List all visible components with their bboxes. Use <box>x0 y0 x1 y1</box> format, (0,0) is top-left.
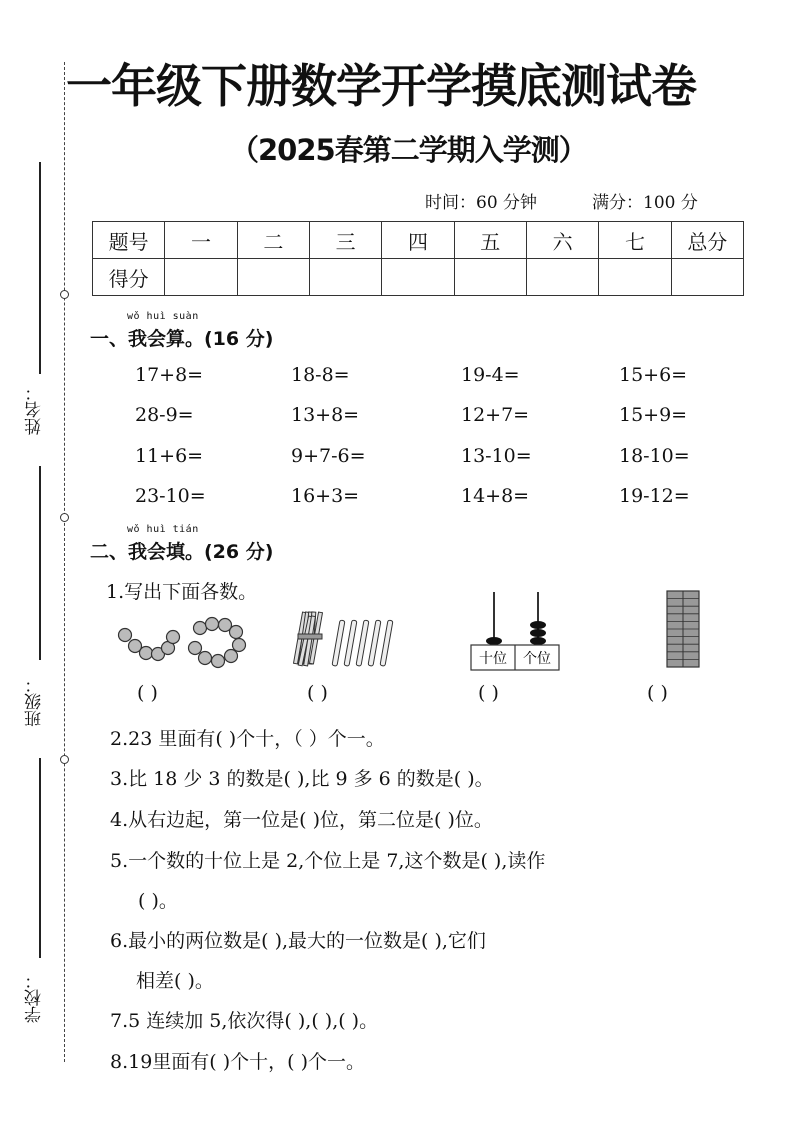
bead-string-picture <box>115 616 255 674</box>
answer-blank[interactable]: ( ) <box>478 682 499 704</box>
page-subtitle: （2025春第二学期入学测） <box>230 133 587 167</box>
score-header-cell: 七 <box>599 222 671 259</box>
score-header-cell: 四 <box>382 222 454 259</box>
score-cell[interactable] <box>526 259 598 296</box>
score-header-cell: 二 <box>237 222 309 259</box>
class-line <box>39 466 41 660</box>
question-5-continued: ( )。 <box>138 890 178 912</box>
school-label: 学校： <box>25 972 45 1023</box>
calc-item: 16+3= <box>291 485 360 507</box>
full-score: 满分：100 分 <box>592 193 698 213</box>
time-limit: 时间：60 分钟 <box>425 193 538 213</box>
calc-item: 9+7-6= <box>291 445 366 467</box>
score-header-cell: 三 <box>309 222 381 259</box>
bundle-band <box>298 634 322 639</box>
section2-pinyin: wǒ huì tián <box>127 524 199 535</box>
question-6-continued: 相差( )。 <box>136 970 214 992</box>
question-7: 7.5 连续加 5,依次得( ),( ),( )。 <box>110 1010 379 1032</box>
question-4: 4.从右边起，第一位是( )位，第二位是( )位。 <box>110 809 493 831</box>
question-6: 6.最小的两位数是( ),最大的一位数是( ),它们 <box>110 930 486 952</box>
score-header-cell: 五 <box>454 222 526 259</box>
score-header-cell: 题号 <box>93 222 165 259</box>
abacus-picture <box>470 592 560 674</box>
calc-item: 14+8= <box>461 485 530 507</box>
score-cell[interactable] <box>237 259 309 296</box>
section1-title: 一、我会算。(16 分) <box>90 328 274 350</box>
question-5: 5.一个数的十位上是 2,个位上是 7,这个数是( ),读作 <box>110 850 546 872</box>
score-cell[interactable] <box>671 259 743 296</box>
binding-hole <box>60 755 69 764</box>
question-8: 8.19里面有( )个十，( )个一。 <box>110 1051 366 1073</box>
calc-item: 13-10= <box>461 445 532 467</box>
score-header-cell: 六 <box>526 222 598 259</box>
calc-item: 18-10= <box>619 445 690 467</box>
calc-item: 11+6= <box>135 445 204 467</box>
counting-blocks-picture <box>665 589 701 669</box>
question-3: 3.比 18 少 3 的数是( ),比 9 多 6 的数是( )。 <box>110 768 494 790</box>
score-table-header-row <box>93 222 744 259</box>
question-2: 2.23 里面有( )个十，（ ）个一。 <box>110 728 385 750</box>
calc-item: 13+8= <box>291 404 360 426</box>
calc-item: 15+6= <box>619 364 688 386</box>
school-line <box>39 758 41 958</box>
binding-hole <box>60 290 69 299</box>
class-label: 班级： <box>25 676 45 727</box>
section2-title: 二、我会填。(26 分) <box>90 541 274 563</box>
score-cell[interactable] <box>382 259 454 296</box>
calc-item: 18-8= <box>291 364 350 386</box>
page-title: 一年级下册数学开学摸底测试卷 <box>66 59 696 113</box>
sticks-picture <box>288 608 400 670</box>
score-header-cell: 总分 <box>671 222 743 259</box>
score-cell[interactable] <box>309 259 381 296</box>
score-header-cell: 一 <box>165 222 237 259</box>
section1-pinyin: wǒ huì suàn <box>127 311 199 322</box>
calc-item: 12+7= <box>461 404 530 426</box>
answer-blank[interactable]: ( ) <box>307 682 328 704</box>
calc-item: 23-10= <box>135 485 206 507</box>
calc-item: 15+9= <box>619 404 688 426</box>
answer-blank[interactable]: ( ) <box>137 682 158 704</box>
score-table-score-row <box>93 259 744 296</box>
binding-dashed-line <box>64 62 65 1062</box>
answer-blank[interactable]: ( ) <box>647 682 668 704</box>
calc-item: 19-4= <box>461 364 520 386</box>
score-row-label: 得分 <box>93 259 165 296</box>
score-cell[interactable] <box>454 259 526 296</box>
binding-hole <box>60 513 69 522</box>
name-label: 姓名： <box>25 384 45 435</box>
question-1: 1.写出下面各数。 <box>106 581 258 603</box>
calc-item: 19-12= <box>619 485 690 507</box>
name-line <box>39 162 41 374</box>
abacus-ones-label: 个位 <box>523 651 551 667</box>
calc-item: 28-9= <box>135 404 194 426</box>
score-cell[interactable] <box>599 259 671 296</box>
calc-item: 17+8= <box>135 364 204 386</box>
score-cell[interactable] <box>165 259 237 296</box>
score-table <box>92 221 744 296</box>
abacus-tens-label: 十位 <box>479 651 507 667</box>
